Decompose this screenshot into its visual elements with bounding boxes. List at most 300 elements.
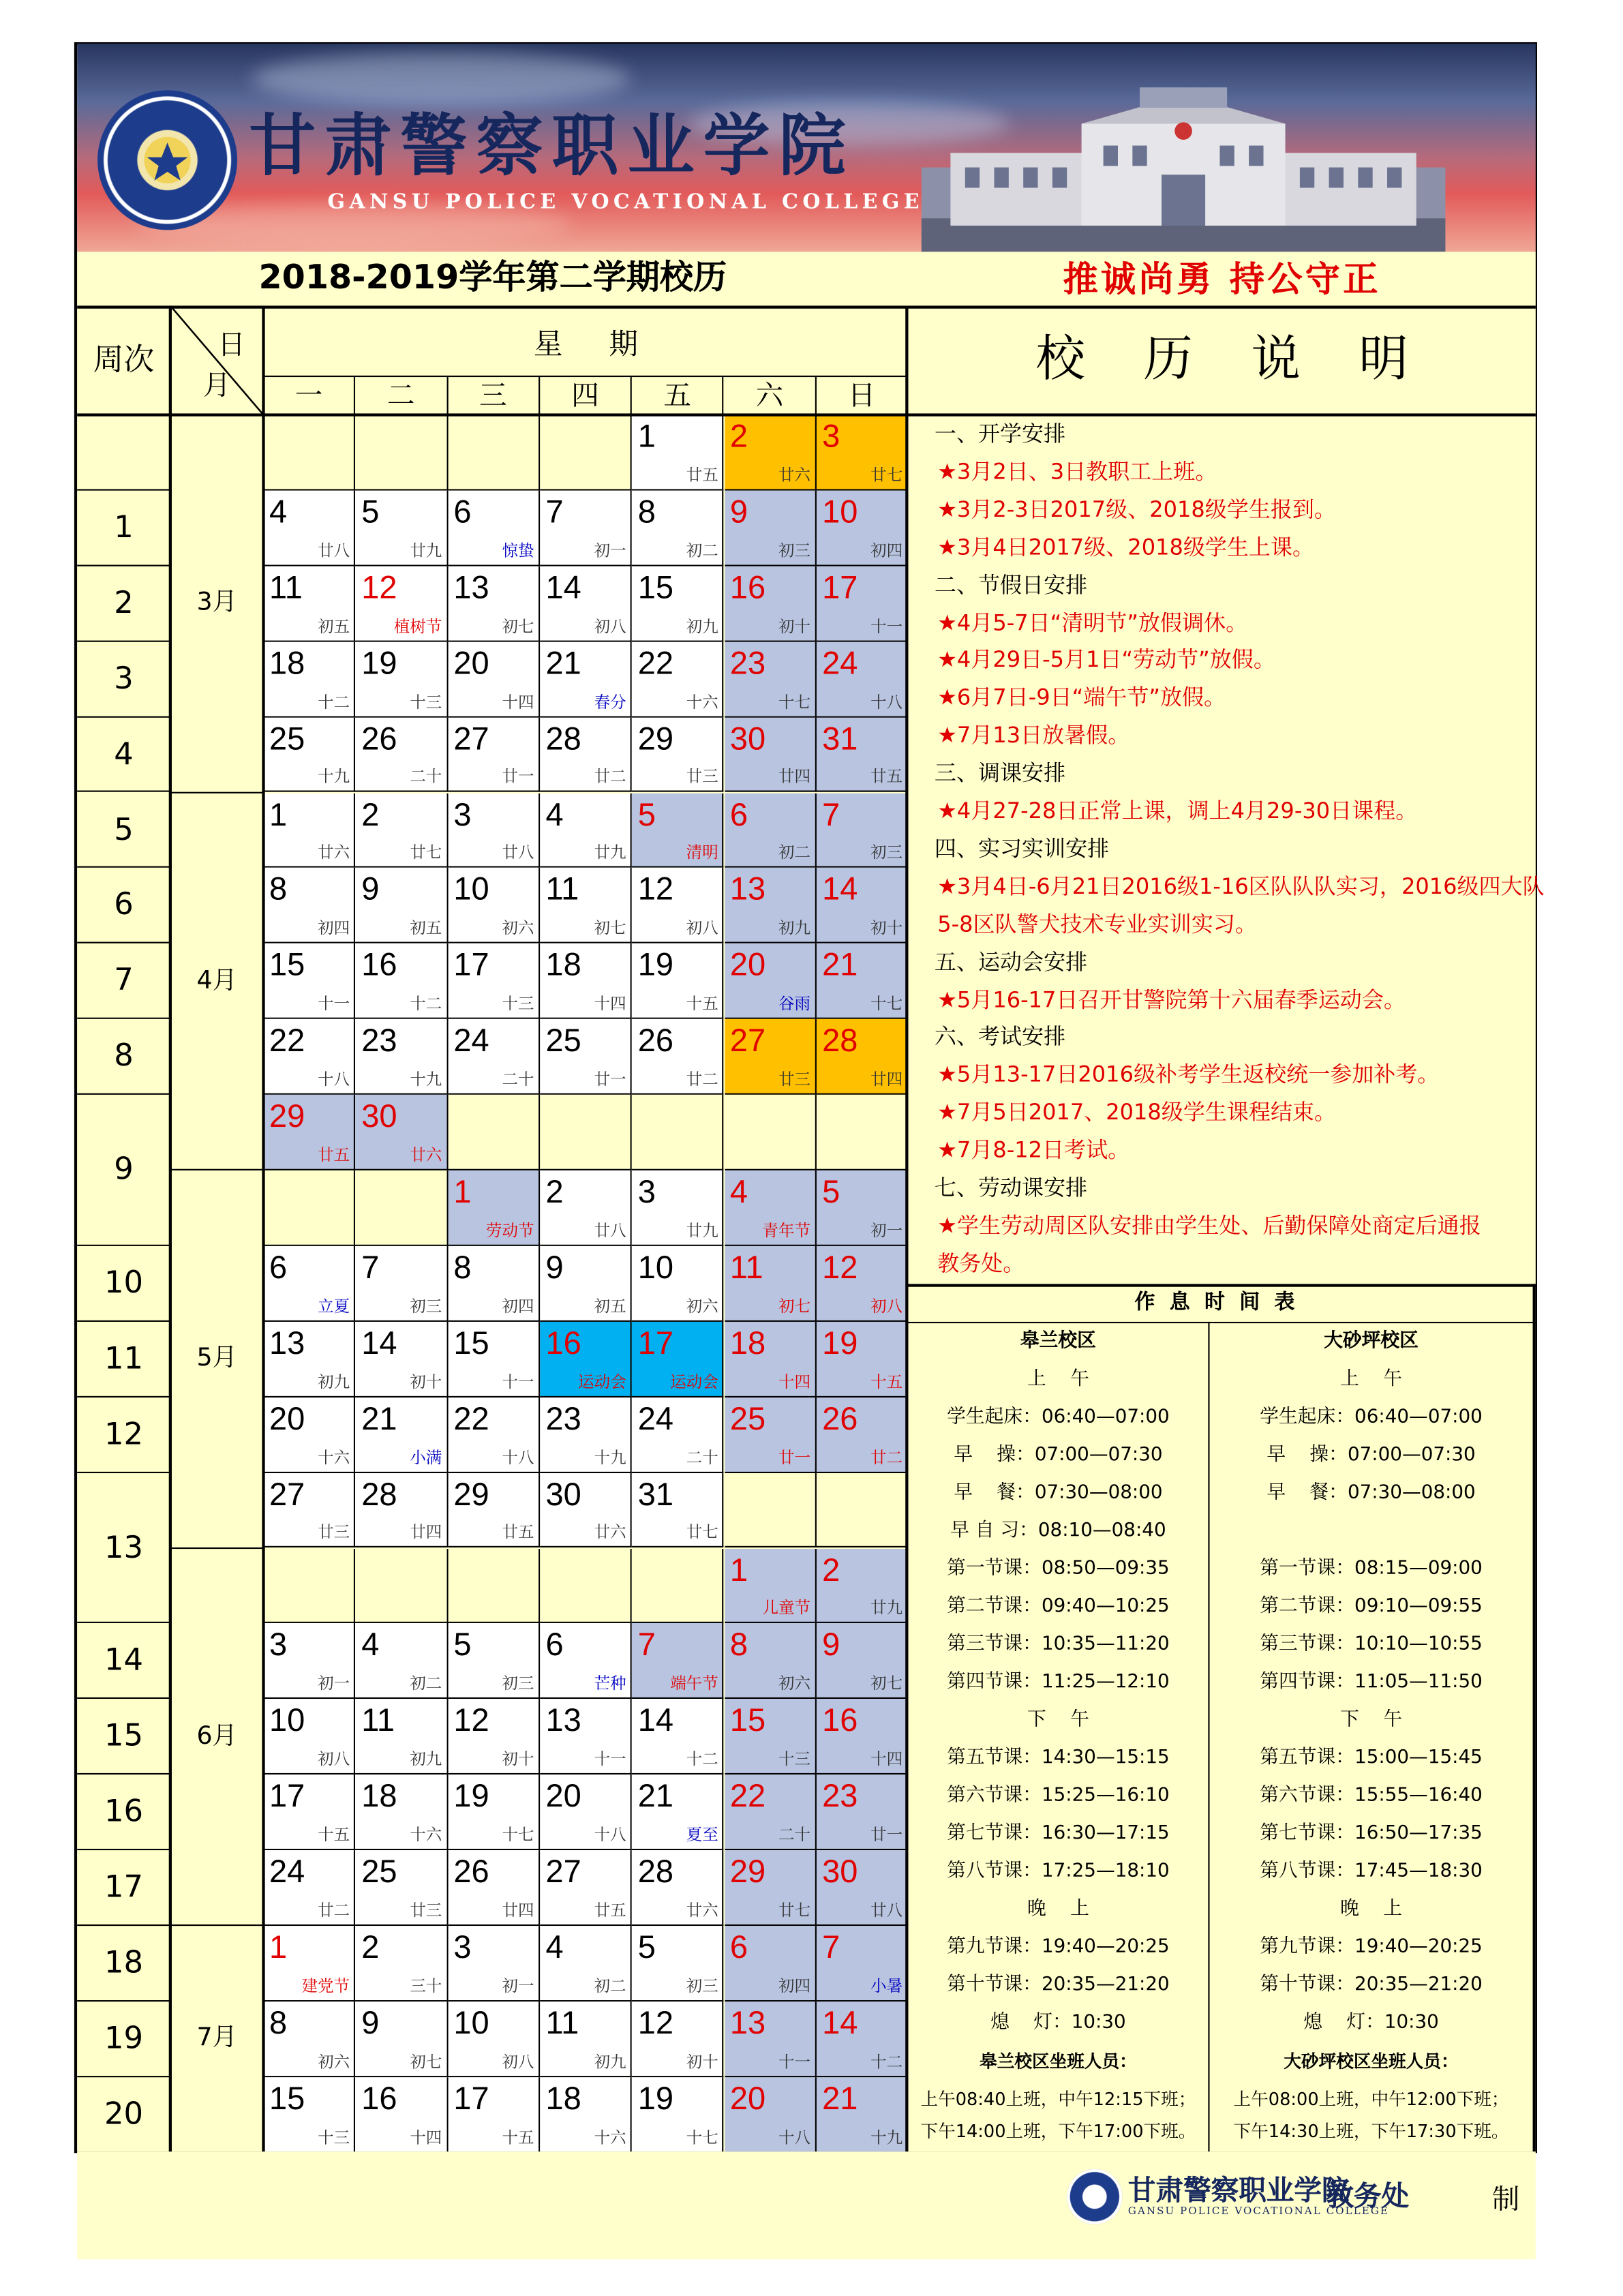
day-number: 22 xyxy=(729,1777,766,1815)
day-cell xyxy=(817,1019,909,1095)
lunar-date: 初八 xyxy=(318,1750,350,1769)
week-number: 18 xyxy=(77,1926,170,2002)
day-cell xyxy=(632,868,724,944)
schedule-line: 第十节课：20:35—21:20 xyxy=(947,1974,1170,1996)
day-cell xyxy=(540,1019,632,1095)
day-number: 26 xyxy=(822,1400,858,1436)
lunar-date: 初四 xyxy=(778,1976,810,1996)
lunar-date: 廿五 xyxy=(870,768,903,787)
day-number: 6 xyxy=(729,1929,748,1965)
calendar-title: 2018-2019学年第二学期校历 xyxy=(77,252,908,305)
made-by-label: 制 xyxy=(1491,2184,1520,2216)
empty-day-cell xyxy=(632,1095,724,1170)
day-number: 31 xyxy=(822,720,858,757)
day-cell xyxy=(356,717,448,793)
day-number: 2 xyxy=(361,795,380,832)
day-cell xyxy=(817,943,909,1019)
day-number: 10 xyxy=(453,2004,489,2041)
day-number: 25 xyxy=(729,1400,766,1436)
day-cell xyxy=(724,1548,816,1624)
week-number: 10 xyxy=(77,1246,170,1322)
lunar-date: 建党节 xyxy=(301,1976,350,1996)
day-number: 28 xyxy=(822,1022,858,1059)
day-number: 9 xyxy=(361,871,380,908)
day-number: 4 xyxy=(545,795,564,832)
lunar-date: 廿五 xyxy=(502,1523,534,1543)
day-number: 31 xyxy=(637,1475,673,1512)
day-cell xyxy=(632,1850,724,1926)
schedule-line: 第四节课：11:05—11:50 xyxy=(1260,1671,1483,1693)
day-cell xyxy=(540,1926,632,2002)
week-number: 4 xyxy=(77,717,170,793)
day-number: 15 xyxy=(637,569,673,605)
day-number: 7 xyxy=(361,1248,380,1286)
day-number: 22 xyxy=(637,644,673,681)
lunar-date: 廿五 xyxy=(594,1901,626,1920)
day-cell xyxy=(540,1700,632,1775)
day-number: 21 xyxy=(545,644,581,681)
day-number: 14 xyxy=(545,569,581,605)
note-item: ★3月4日-6月21日2016级1-16区队队队实习，2016级四大队 xyxy=(937,873,1545,900)
lunar-date: 初七 xyxy=(410,2052,442,2072)
lunar-date: 廿二 xyxy=(686,1070,718,1089)
day-cell xyxy=(356,1019,448,1095)
day-number: 8 xyxy=(453,1248,472,1286)
lunar-date: 廿三 xyxy=(318,1523,350,1543)
day-number: 17 xyxy=(453,2080,489,2117)
day-number: 25 xyxy=(545,1022,581,1059)
note-item: ★7月5日2017、2018级学生课程结束。 xyxy=(937,1099,1337,1126)
lunar-date: 小暑 xyxy=(870,1976,903,1996)
lunar-date: 十五 xyxy=(502,2128,534,2147)
weekday-group-header: 星 期 xyxy=(533,326,639,361)
day-number: 13 xyxy=(545,1702,581,1739)
lunar-date: 十二 xyxy=(318,692,350,712)
month-label: 6月 xyxy=(170,1548,264,1926)
day-cell xyxy=(632,641,724,717)
lunar-date: 十七 xyxy=(502,1825,534,1845)
day-cell xyxy=(817,1322,909,1398)
day-number: 26 xyxy=(453,1853,489,1890)
lunar-date: 廿七 xyxy=(686,1523,718,1543)
empty-day-cell xyxy=(356,1170,448,1246)
lunar-date: 植树节 xyxy=(393,616,442,636)
day-number: 24 xyxy=(453,1022,489,1059)
day-cell xyxy=(264,1095,356,1170)
day-cell xyxy=(356,490,448,566)
lunar-date: 三十 xyxy=(410,1976,442,1996)
day-cell xyxy=(817,868,909,944)
lunar-date: 二十 xyxy=(502,1070,534,1089)
lunar-date: 廿七 xyxy=(778,1901,810,1920)
header-diagonal xyxy=(170,305,264,414)
day-cell xyxy=(724,868,816,944)
lunar-date: 十一 xyxy=(594,1750,626,1769)
lunar-date: 劳动节 xyxy=(485,1221,534,1241)
calendar-notes xyxy=(908,305,1545,1284)
lunar-date: 初九 xyxy=(778,919,810,938)
note-heading: 一、开学安排 xyxy=(934,421,1066,447)
day-number: 28 xyxy=(361,1475,397,1512)
day-number: 15 xyxy=(269,2080,305,2117)
day-cell xyxy=(724,1624,816,1700)
lunar-date: 小满 xyxy=(410,1447,442,1467)
duty-hours: 上午08:00上班，中午12:00下班； xyxy=(1233,2089,1509,2110)
day-number: 8 xyxy=(269,2004,288,2041)
day-number: 3 xyxy=(637,1173,656,1210)
day-cell xyxy=(724,566,816,641)
schedule-line: 上 午 xyxy=(1027,1368,1089,1391)
lunar-date: 初四 xyxy=(870,541,903,560)
lunar-date: 初六 xyxy=(502,919,534,938)
week-number: 1 xyxy=(77,490,170,566)
lunar-date: 十八 xyxy=(870,692,903,712)
schedule-line: 第一节课：08:50—09:35 xyxy=(947,1557,1170,1580)
day-cell xyxy=(724,1397,816,1472)
day-cell xyxy=(724,2077,816,2153)
schedule-line: 第三节课：10:35—11:20 xyxy=(947,1633,1170,1655)
day-number: 12 xyxy=(453,1702,489,1739)
lunar-date: 十六 xyxy=(410,1825,442,1845)
lunar-date: 二十 xyxy=(778,1825,810,1845)
month-label: 4月 xyxy=(170,793,264,1170)
day-cell xyxy=(264,2002,356,2077)
day-number: 7 xyxy=(822,1929,840,1965)
day-cell xyxy=(817,793,909,868)
empty-day-cell xyxy=(448,1548,540,1624)
day-number: 19 xyxy=(637,946,673,984)
lunar-date: 十九 xyxy=(870,2128,903,2147)
day-cell xyxy=(817,490,909,566)
lunar-date: 廿四 xyxy=(870,1070,903,1089)
day-cell xyxy=(632,1774,724,1850)
day-number: 4 xyxy=(729,1173,748,1210)
day-number: 15 xyxy=(453,1324,489,1361)
day-cell xyxy=(356,943,448,1019)
lunar-date: 廿四 xyxy=(502,1901,534,1920)
day-number: 30 xyxy=(822,1853,858,1890)
day-number: 27 xyxy=(269,1475,305,1512)
day-cell xyxy=(632,1472,724,1548)
campus-name: 大砂坪校区 xyxy=(1324,1330,1419,1353)
day-cell xyxy=(356,641,448,717)
day-number: 29 xyxy=(453,1475,489,1512)
schedule-line: 第六节课：15:25—16:10 xyxy=(947,1785,1170,1807)
weekday-7: 日 xyxy=(817,377,909,415)
week-number: 6 xyxy=(77,868,170,944)
day-number: 20 xyxy=(453,644,489,681)
day-number: 19 xyxy=(637,2080,673,2117)
lunar-date: 廿九 xyxy=(410,541,442,560)
banner xyxy=(77,44,1536,252)
day-cell xyxy=(817,566,909,641)
daily-schedule xyxy=(908,1284,1535,2151)
day-number: 19 xyxy=(361,644,397,681)
note-item: ★4月29日-5月1日“劳动节”放假。 xyxy=(937,646,1275,674)
day-cell xyxy=(264,1322,356,1398)
schedule-line: 晚 上 xyxy=(1027,1898,1089,1920)
lunar-date: 十二 xyxy=(870,2052,903,2072)
week-number: 5 xyxy=(77,793,170,868)
lunar-date: 廿九 xyxy=(594,843,626,862)
empty-day-cell xyxy=(724,1095,816,1170)
lunar-date: 十三 xyxy=(410,692,442,712)
day-cell xyxy=(540,1624,632,1700)
schedule-line: 晚 上 xyxy=(1340,1898,1402,1920)
day-cell xyxy=(817,717,909,793)
day-cell xyxy=(540,2077,632,2153)
day-cell xyxy=(724,1774,816,1850)
footer-college-name: 甘肃警察职业学院 xyxy=(1127,2175,1350,2207)
day-number: 10 xyxy=(637,1248,673,1286)
day-cell xyxy=(632,1926,724,2002)
day-cell xyxy=(448,1850,540,1926)
lunar-date: 二十 xyxy=(686,1447,718,1467)
day-cell xyxy=(724,490,816,566)
day-cell xyxy=(356,2077,448,2153)
schedule-line: 第五节课：15:00—15:45 xyxy=(1260,1747,1483,1769)
day-cell xyxy=(264,1774,356,1850)
empty-day-cell xyxy=(540,1095,632,1170)
day-cell xyxy=(540,717,632,793)
lunar-date: 初六 xyxy=(778,1674,810,1694)
day-cell xyxy=(632,1322,724,1398)
week-number: 12 xyxy=(77,1397,170,1472)
schedule-line: 第七节课：16:50—17:35 xyxy=(1260,1822,1483,1845)
day-number: 10 xyxy=(822,493,858,530)
lunar-date: 谷雨 xyxy=(778,994,810,1014)
lunar-date: 廿一 xyxy=(594,1070,626,1089)
day-number: 2 xyxy=(361,1929,380,1965)
lunar-date: 廿八 xyxy=(502,843,534,862)
lunar-date: 初一 xyxy=(594,541,626,560)
empty-day-cell xyxy=(817,1472,909,1548)
lunar-date: 十四 xyxy=(870,1750,903,1769)
day-cell xyxy=(264,868,356,944)
day-number: 1 xyxy=(453,1173,472,1210)
day-cell xyxy=(724,415,816,491)
day-cell xyxy=(540,566,632,641)
lunar-date: 十九 xyxy=(594,1447,626,1467)
day-cell xyxy=(540,943,632,1019)
day-cell xyxy=(448,2002,540,2077)
day-cell xyxy=(264,641,356,717)
day-cell xyxy=(448,1926,540,2002)
day-cell xyxy=(540,1397,632,1472)
schedule-line: 熄 灯：10:30 xyxy=(990,2012,1126,2034)
day-cell xyxy=(448,1170,540,1246)
lunar-date: 十五 xyxy=(686,994,718,1014)
lunar-date: 初四 xyxy=(502,1297,534,1316)
day-cell xyxy=(817,1397,909,1472)
day-cell xyxy=(632,1397,724,1472)
lunar-date: 运动会 xyxy=(578,1372,626,1391)
day-cell xyxy=(356,1926,448,2002)
footer-college-english: GANSU POLICE VOCATIONAL COLLEGE xyxy=(1127,2205,1389,2218)
day-cell xyxy=(264,1700,356,1775)
day-number: 22 xyxy=(453,1400,489,1436)
day-number: 11 xyxy=(361,1702,395,1739)
lunar-date: 初五 xyxy=(410,919,442,938)
day-number: 2 xyxy=(822,1551,840,1588)
lunar-date: 十八 xyxy=(318,1070,350,1089)
day-number: 18 xyxy=(361,1777,397,1815)
lunar-date: 廿九 xyxy=(870,1599,903,1618)
lunar-date: 初九 xyxy=(410,1750,442,1769)
week-number: 15 xyxy=(77,1700,170,1775)
lunar-date: 十四 xyxy=(594,994,626,1014)
lunar-date: 惊蛰 xyxy=(502,541,534,560)
day-cell xyxy=(540,490,632,566)
day-cell xyxy=(356,1700,448,1775)
lunar-date: 初九 xyxy=(318,1372,350,1391)
day-number: 21 xyxy=(822,2080,858,2117)
lunar-date: 初八 xyxy=(502,2052,534,2072)
day-cell xyxy=(448,1472,540,1548)
note-item: ★6月7日-9日“端午节”放假。 xyxy=(937,684,1226,711)
lunar-date: 廿一 xyxy=(778,1447,810,1467)
empty-day-cell xyxy=(540,1548,632,1624)
lunar-date: 初六 xyxy=(318,2052,350,2072)
schedule-line: 第十节课：20:35—21:20 xyxy=(1260,1974,1483,1996)
day-cell xyxy=(264,943,356,1019)
day-cell xyxy=(724,1170,816,1246)
lunar-date: 十四 xyxy=(410,2128,442,2147)
lunar-date: 初十 xyxy=(410,1372,442,1391)
lunar-date: 廿一 xyxy=(502,768,534,787)
day-number: 4 xyxy=(545,1929,564,1965)
lunar-date: 初十 xyxy=(778,616,810,636)
day-number: 30 xyxy=(545,1475,581,1512)
day-number: 20 xyxy=(545,1777,581,1815)
schedule-line: 学生起床：06:40—07:00 xyxy=(1260,1406,1483,1428)
lunar-date: 廿六 xyxy=(410,1145,442,1165)
college-name: 甘肃警察职业学院 xyxy=(249,106,855,185)
lunar-date: 廿二 xyxy=(318,1901,350,1920)
day-number: 12 xyxy=(822,1248,858,1286)
day-cell xyxy=(448,566,540,641)
day-number: 7 xyxy=(545,493,564,530)
weekday-6: 六 xyxy=(724,377,816,415)
note-item: ★5月16-17日召开甘警院第十六届春季运动会。 xyxy=(937,986,1406,1013)
lunar-date: 廿二 xyxy=(594,768,626,787)
day-number: 4 xyxy=(269,493,288,530)
day-cell xyxy=(540,1774,632,1850)
lunar-date: 初八 xyxy=(870,1297,903,1316)
schedule-line: 下 午 xyxy=(1027,1708,1089,1731)
empty-day-cell xyxy=(817,1095,909,1170)
day-cell xyxy=(817,1774,909,1850)
day-number: 21 xyxy=(822,946,858,984)
schedule-title: 作息时间表 xyxy=(1134,1291,1309,1315)
lunar-date: 初四 xyxy=(318,919,350,938)
lunar-date: 十二 xyxy=(686,1750,718,1769)
lunar-date: 十九 xyxy=(410,1070,442,1089)
duty-title: 大砂坪校区坐班人员： xyxy=(1284,2051,1459,2072)
day-cell xyxy=(356,1246,448,1322)
week-number: 13 xyxy=(77,1472,170,1624)
day-cell xyxy=(817,1700,909,1775)
day-cell xyxy=(632,415,724,491)
day-cell xyxy=(817,1850,909,1926)
day-cell xyxy=(632,1170,724,1246)
week-number: 3 xyxy=(77,641,170,717)
lunar-date: 初五 xyxy=(594,1297,626,1316)
lunar-date: 初七 xyxy=(778,1297,810,1316)
day-number: 13 xyxy=(453,569,489,605)
day-number: 6 xyxy=(729,795,748,832)
day-number: 5 xyxy=(361,493,380,530)
day-number: 9 xyxy=(545,1248,564,1286)
lunar-date: 廿八 xyxy=(594,1221,626,1241)
day-number: 17 xyxy=(453,946,489,984)
schedule-line: 第一节课：08:15—09:00 xyxy=(1260,1557,1483,1580)
day-number: 23 xyxy=(729,644,766,681)
day-number: 30 xyxy=(361,1098,397,1134)
day-number: 5 xyxy=(822,1173,840,1210)
day-cell xyxy=(817,641,909,717)
day-number: 11 xyxy=(545,871,579,908)
day-number: 30 xyxy=(729,720,766,757)
day-cell xyxy=(264,566,356,641)
day-number: 5 xyxy=(453,1627,472,1663)
schedule-line: 早 操：07:00—07:30 xyxy=(1266,1444,1476,1466)
week-number: 17 xyxy=(77,1850,170,1926)
note-item: ★3月2日、3日教职工上班。 xyxy=(937,458,1217,485)
day-cell xyxy=(356,1624,448,1700)
lunar-date: 夏至 xyxy=(686,1825,718,1845)
day-number: 10 xyxy=(269,1702,305,1739)
lunar-date: 廿八 xyxy=(318,541,350,560)
schedule-line: 早 自 习：08:10—08:40 xyxy=(950,1520,1166,1542)
note-item: ★7月8-12日考试。 xyxy=(937,1136,1130,1164)
day-cell xyxy=(724,2002,816,2077)
weekday-1: 一 xyxy=(264,377,356,415)
day-number: 27 xyxy=(729,1022,766,1059)
day-number: 11 xyxy=(269,569,303,605)
day-cell xyxy=(724,717,816,793)
schedule-line: 第八节课：17:25—18:10 xyxy=(947,1860,1170,1883)
schedule-line: 第九节课：19:40—20:25 xyxy=(1260,1936,1483,1959)
note-heading: 二、节假日安排 xyxy=(934,571,1088,598)
day-number: 13 xyxy=(729,871,766,908)
day-cell xyxy=(724,1700,816,1775)
schedule-line: 早 餐：07:30—08:00 xyxy=(954,1481,1163,1504)
day-cell xyxy=(264,1926,356,2002)
month-label: 7月 xyxy=(170,1926,264,2152)
lunar-date: 初三 xyxy=(686,1976,718,1996)
note-item: ★7月13日放暑假。 xyxy=(937,722,1130,749)
lunar-date: 廿六 xyxy=(594,1523,626,1543)
month-label: 5月 xyxy=(170,1170,264,1548)
lunar-date: 十七 xyxy=(686,2128,718,2147)
schedule-line: 早 操：07:00—07:30 xyxy=(954,1444,1163,1466)
day-number: 25 xyxy=(361,1853,397,1890)
lunar-date: 廿四 xyxy=(778,768,810,787)
lunar-date: 初十 xyxy=(502,1750,534,1769)
lunar-date: 十三 xyxy=(318,2128,350,2147)
day-number: 19 xyxy=(453,1777,489,1815)
lunar-date: 廿三 xyxy=(686,768,718,787)
lunar-date: 端午节 xyxy=(670,1674,718,1694)
day-cell xyxy=(632,490,724,566)
day-cell xyxy=(632,793,724,868)
day-number: 26 xyxy=(361,720,397,757)
day-cell xyxy=(632,2002,724,2077)
day-number: 28 xyxy=(637,1853,673,1890)
week-number xyxy=(77,415,170,491)
lunar-date: 十一 xyxy=(318,994,350,1014)
